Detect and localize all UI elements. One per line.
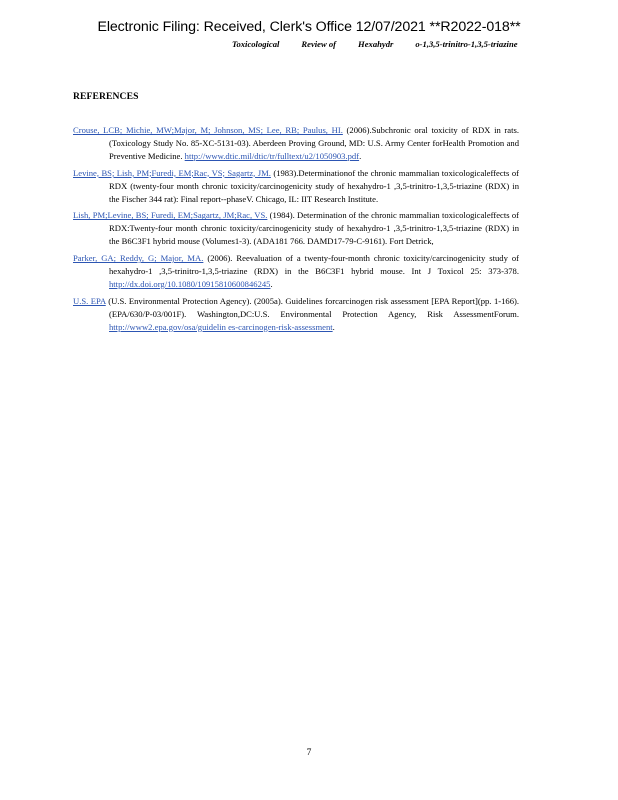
reference-authors-link[interactable]: Levine, BS; Lish, PM;Furedi, EM;Rac, VS; Sagartz, JM.: [73, 167, 271, 178]
reference-tail: .: [332, 321, 335, 332]
running-title: [232, 39, 540, 49]
reference-authors-link[interactable]: U.S. EPA: [73, 295, 106, 306]
page-number: 7: [306, 748, 312, 758]
running-title-part: Hexahydr: [358, 39, 394, 49]
reference-entry: [73, 167, 519, 206]
running-title-part: Review of: [301, 39, 337, 49]
running-title-part: o-1,3,5-trinitro-1,3,5-triazine: [415, 39, 518, 49]
reference-authors-link[interactable]: Lish, PM;Levine, BS; Furedi, EM;Sagartz, JM;Rac, VS.: [73, 210, 268, 221]
reference-tail: .: [270, 278, 273, 289]
reference-url-link[interactable]: http://www2.epa.gov/osa/guidelin es-carcinogen-risk-assessment: [109, 321, 333, 332]
references-heading: REFERENCES: [73, 91, 139, 102]
reference-tail: .: [359, 150, 362, 161]
reference-authors-link[interactable]: Crouse, LCB; Michie, MW;Major, M; Johnson, MS; Lee, RB; Paulus, HI.: [73, 125, 343, 135]
reference-text: (2006).Subchronic oral toxicity of RDX in rats. (Toxicology Study No. 85-XC-5131-03). Aberdeen Proving Ground, MD: U.S. Army Center forHealth Promotion and Preventive Medicine.: [109, 125, 519, 161]
reference-entry: [73, 124, 519, 163]
reference-text: (1983).Determinationof the chronic mammalian toxicologicaleffects of RDX (twenty-four month chronic toxicity/carcinogenicity study of hexahydro-1 ,3,5-trinitro-1,3,5-triazine (RDX) in the Fischer 344 rat): Final report--phaseV. Chicago, IL: IIT Research Institute.: [109, 167, 519, 204]
running-title-part: Toxicological: [232, 39, 280, 49]
reference-text: (U.S. Environmental Protection Agency). (2005a). Guidelines forcarcinogen risk assessment [EPA Report](pp. 1-166). (EPA/630/P-03/001F). Washington,DC:U.S. Environmental Protection Agency, Risk AssessmentForum.: [105, 295, 520, 319]
reference-entry: [73, 209, 519, 248]
reference-url-link[interactable]: http://www.dtic.mil/dtic/tr/fulltext/u2/1050903.pdf: [184, 150, 360, 161]
reference-url-link[interactable]: http://dx.doi.org/10.1080/10915810600846245: [109, 278, 271, 289]
reference-list: [73, 124, 519, 338]
reference-entry: [73, 252, 519, 291]
reference-text: (1984). Determination of the chronic mammalian toxicologicaleffects of RDX:Twenty-four month chronic toxicity/carcinogenicity study of hexahydro-1 ,3,5-trinitro-1,3,5-triazine (RDX) in the B6C3F1 hybrid mouse (Volumes1-3). (ADA181 766. DAMD17-79-C-9161). Fort Detrick,: [109, 210, 519, 247]
reference-authors-link[interactable]: Parker, GA; Reddy, G; Major, MA.: [73, 253, 204, 264]
reference-text: (2006). Reevaluation of a twenty-four-month chronic toxicity/carcinogenicity study of hexahydro-1 ,3,5-trinitro-1,3,5-triazine (RDX) in the B6C3F1 hybrid mouse. Int J Toxicol 25: 373-378.: [109, 253, 520, 277]
reference-entry: [73, 295, 519, 334]
filing-stamp: Electronic Filing: Received, Clerk's Office 12/07/2021 **R2022-018**: [97, 19, 521, 35]
